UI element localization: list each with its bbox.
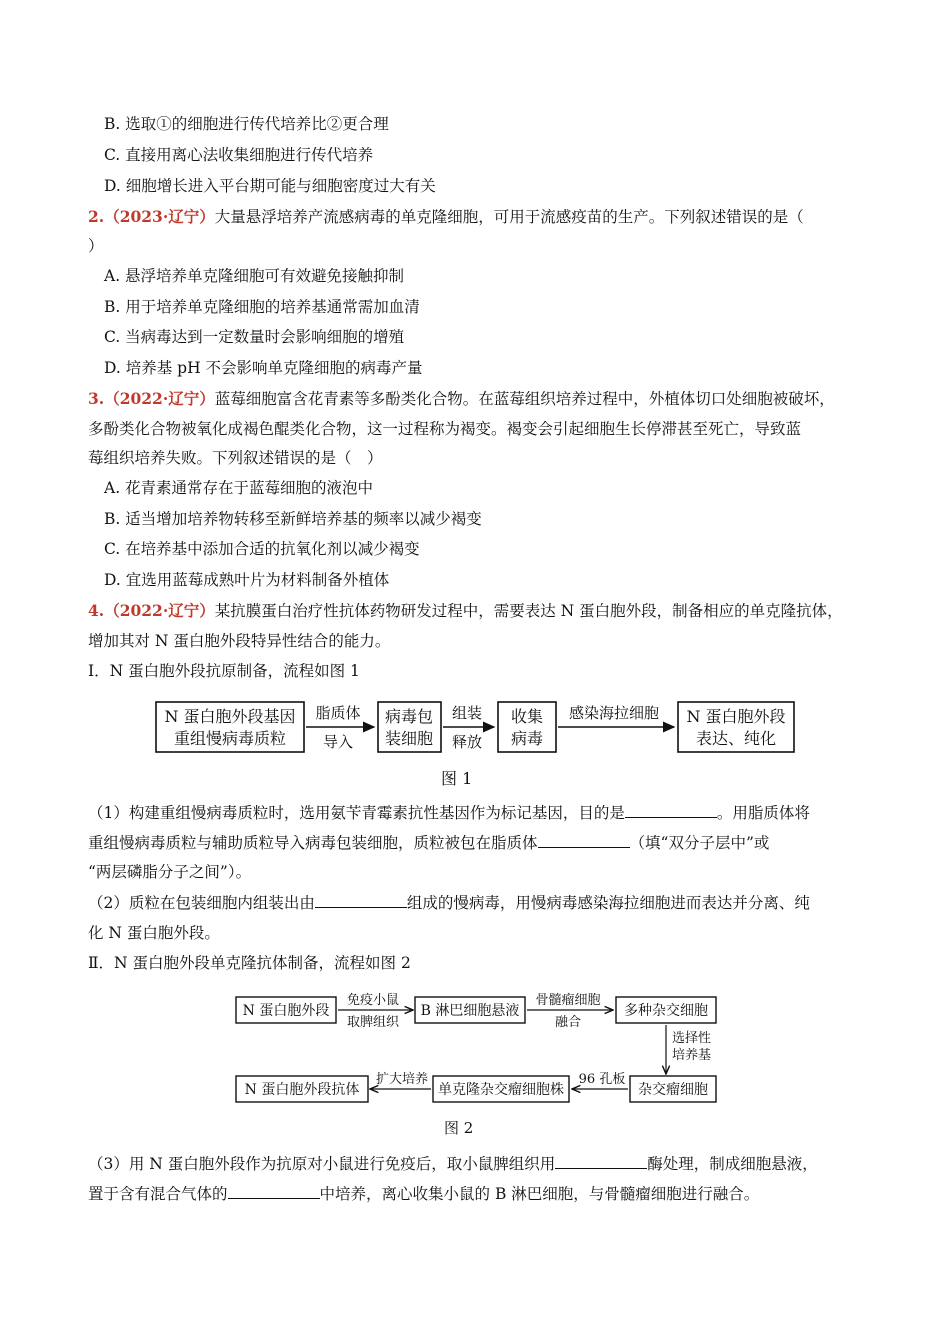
q4-sub1-text-a: （1）构建重组慢病毒质粒时，选用氨苄青霉素抗性基因作为标记基因，目的是 <box>88 804 625 822</box>
q4-sub3-text-d: 中培养，离心收集小鼠的 B 淋巴细胞，与骨髓瘤细胞进行融合。 <box>319 1185 760 1203</box>
fig1-arrow2-top: 组装 <box>451 704 483 722</box>
q4-stem-line2: 增加其对 N 蛋白胞外段特异性结合的能力。 <box>88 632 391 650</box>
q3-option-d: D. 宜选用蓝莓成熟叶片为材料制备外植体 <box>104 571 390 589</box>
q1-option-b: B. 选取①的细胞进行传代培养比②更合理 <box>104 115 389 133</box>
q4-sub2-text-a: （2）质粒在包装细胞内组装出由 <box>88 894 315 912</box>
q2-option-b: B. 用于培养单克隆细胞的培养基通常需加血清 <box>104 298 420 316</box>
fig2-b5: 单克隆杂交瘤细胞株 <box>438 1082 564 1098</box>
q3-stem-line1 <box>88 389 835 409</box>
q4-part1-heading: Ⅰ．N 蛋白胞外段抗原制备，流程如图 1 <box>88 662 360 680</box>
q4-sub3-line1 <box>88 1154 818 1174</box>
fig2-b2: B 淋巴细胞悬液 <box>420 1003 520 1019</box>
q4-sub2-line2: 化 N 蛋白胞外段。 <box>88 924 220 942</box>
answer-blank-2[interactable] <box>538 833 630 848</box>
fig2-a1-top: 免疫小鼠 <box>346 993 400 1008</box>
fig1-arrow3-top: 感染海拉细胞 <box>568 704 660 722</box>
q4-source: （2022·辽宁） <box>104 601 215 620</box>
fig1-box1-line1: N 蛋白胞外段基因 <box>164 707 296 726</box>
q2-option-c: C. 当病毒达到一定数量时会影响细胞的增殖 <box>104 328 405 346</box>
figure2-flow-diagram <box>230 988 730 1108</box>
fig2-a2-top: 骨髓瘤细胞 <box>535 993 601 1008</box>
q4-sub1-line2 <box>88 833 769 853</box>
fig1-box1-line2: 重组慢病毒质粒 <box>173 729 287 748</box>
q4-sub2-text-b: 组成的慢病毒，用慢病毒感染海拉细胞进而表达并分离、纯 <box>406 894 810 912</box>
q3-source: （2022·辽宁） <box>104 389 215 408</box>
q2-option-a: A. 悬浮培养单克隆细胞可有效避免接触抑制 <box>104 267 405 285</box>
q3-option-c: C. 在培养基中添加合适的抗氧化剂以减少褐变 <box>104 540 420 558</box>
q2-option-d: D. 培养基 pH 不会影响单克隆细胞的病毒产量 <box>104 359 423 377</box>
q2-stem-text: 大量悬浮培养产流感病毒的单克隆细胞，可用于流感疫苗的生产。下列叙述错误的是（ <box>214 208 804 226</box>
fig2-a1-bottom: 取脾组织 <box>346 1015 400 1030</box>
q3-option-b: B. 适当增加培养物转移至新鲜培养基的频率以减少褐变 <box>104 510 482 528</box>
answer-blank-4[interactable] <box>555 1154 647 1169</box>
q4-sub3-line2 <box>88 1184 759 1204</box>
fig2-b1: N 蛋白胞外段 <box>242 1003 330 1019</box>
fig1-box3-line1: 收集 <box>510 707 544 726</box>
q2-source: （2023·辽宁） <box>104 207 215 226</box>
fig1-box4-line2: 表达、纯化 <box>695 729 777 748</box>
q3-stem-line2: 多酚类化合物被氧化成褐色醌类化合物，这一过程称为褐变。褐变会引起细胞生长停滞甚至死亡，导致蓝 <box>88 420 802 438</box>
fig1-arrow1-top: 脂质体 <box>315 704 361 722</box>
q4-sub3-text-c: 置于含有混合气体的 <box>88 1185 228 1203</box>
q2-number: 2. <box>88 207 105 226</box>
fig2-b6: N 蛋白胞外段抗体 <box>244 1082 360 1098</box>
q3-stem-text: 蓝莓细胞富含花青素等多酚类化合物。在蓝莓组织培养过程中，外植体切口处细胞被破坏， <box>214 390 835 408</box>
q3-stem-line3: 莓组织培养失败。下列叙述错误的是（ ） <box>88 449 383 467</box>
fig1-arrow1-bottom: 导入 <box>322 733 354 751</box>
q4-sub3-text-b: 酶处理，制成细胞悬液， <box>647 1155 818 1173</box>
q4-part2-heading: Ⅱ．N 蛋白胞外段单克隆抗体制备，流程如图 2 <box>88 954 411 972</box>
q1-option-c: C. 直接用离心法收集细胞进行传代培养 <box>104 146 374 164</box>
fig2-a4: 96 孔板 <box>578 1072 626 1087</box>
q4-sub1-text-d: （填“双分子层中”或 <box>629 834 770 852</box>
q2-stem-line1 <box>88 207 804 227</box>
fig2-a3-line1: 选择性 <box>672 1031 712 1046</box>
fig2-b3: 多种杂交细胞 <box>624 1003 708 1019</box>
figure2-caption: 图 2 <box>444 1119 474 1137</box>
q4-sub2-line1 <box>88 893 810 913</box>
q4-stem-line1 <box>88 601 843 621</box>
q4-sub1-line3: “两层磷脂分子之间”）。 <box>88 863 252 881</box>
q4-sub3-text-a: （3）用 N 蛋白胞外段作为抗原对小鼠进行免疫后，取小鼠脾组织用 <box>88 1155 556 1173</box>
fig2-a3-line2: 培养基 <box>672 1048 712 1063</box>
figure1-caption: 图 1 <box>441 769 473 788</box>
fig2-a5: 扩大培养 <box>375 1072 429 1087</box>
fig2-a2-bottom: 融合 <box>554 1015 582 1030</box>
q3-option-a: A. 花青素通常存在于蓝莓细胞的液泡中 <box>104 479 374 497</box>
fig1-box3-line2: 病毒 <box>510 729 544 748</box>
figure1-flow-diagram <box>150 696 800 758</box>
q4-sub1-text-c: 重组慢病毒质粒与辅助质粒导入病毒包装细胞，质粒被包在脂质体 <box>88 834 538 852</box>
fig1-box4-line1: N 蛋白胞外段 <box>686 707 786 726</box>
answer-blank-5[interactable] <box>228 1184 320 1199</box>
fig1-box2-line1: 病毒包 <box>384 707 434 726</box>
fig1-arrow2-bottom: 释放 <box>451 733 483 751</box>
q1-option-d: D. 细胞增长进入平台期可能与细胞密度过大有关 <box>104 177 436 195</box>
fig2-b4: 杂交瘤细胞 <box>638 1082 708 1098</box>
answer-blank-3[interactable] <box>315 893 407 908</box>
fig1-box2-line2: 装细胞 <box>384 729 434 748</box>
answer-blank-1[interactable] <box>625 803 717 818</box>
q4-number: 4. <box>88 601 105 620</box>
q4-sub1-text-b: 。用脂质体将 <box>716 804 810 822</box>
q3-number: 3. <box>88 389 105 408</box>
q4-stem-text: 某抗膜蛋白治疗性抗体药物研发过程中，需要表达 N 蛋白胞外段，制备相应的单克隆抗体， <box>214 602 843 620</box>
q2-stem-line2: ） <box>88 237 104 255</box>
q4-sub1-line1 <box>88 803 810 823</box>
